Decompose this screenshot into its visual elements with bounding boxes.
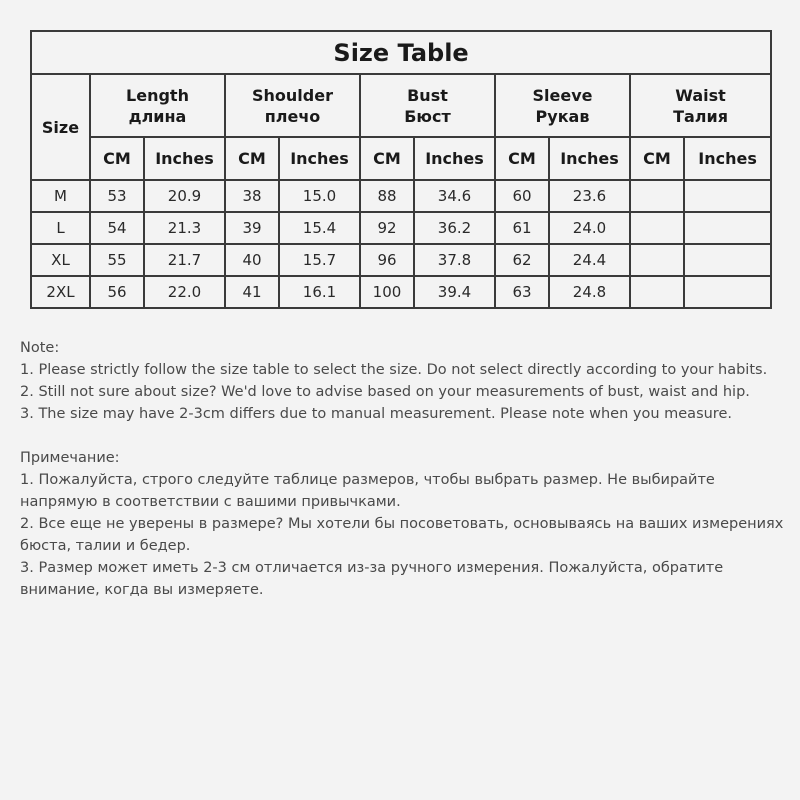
waist-cm-cell [630,180,684,212]
sleeve-cm-cell: 63 [495,276,549,308]
group-header-shoulder [225,74,360,137]
bust-cm-cell: 88 [360,180,414,212]
group-header-length [90,74,225,137]
shoulder-cm-cell: 39 [225,212,279,244]
group-label-en: Shoulder [252,85,333,105]
size-table [30,30,772,309]
group-label-en: Waist [675,85,726,105]
unit-header-cm: CM [225,137,279,180]
note-item: 3. Размер может иметь 2-3 см отличается из-за ручного измерения. Пожалуйста, обратите внимание, когда вы измеряете. [20,560,724,598]
shoulder-cm-cell: 41 [225,276,279,308]
bust-cm-cell: 96 [360,244,414,276]
sleeve-inches-cell: 24.8 [549,276,630,308]
sleeve-cm-cell: 62 [495,244,549,276]
bust-inches-cell: 36.2 [414,212,495,244]
bust-inches-cell: 34.6 [414,180,495,212]
waist-cm-cell [630,212,684,244]
table-title: Size Table [31,31,771,74]
table-row [31,180,771,212]
size-cell: 2XL [31,276,90,308]
length-inches-cell: 21.7 [144,244,225,276]
group-header-waist [630,74,771,137]
group-label-en: Sleeve [532,85,593,105]
note-item: 1. Please strictly follow the size table to select the size. Do not select directly according to your habits. [20,362,768,378]
group-label-ru: длина [128,106,187,126]
table-row [31,212,771,244]
note-item: 2. Still not sure about size? We'd love to advise based on your measurements of bust, waist and hip. [20,384,750,400]
length-inches-cell: 20.9 [144,180,225,212]
length-inches-cell: 22.0 [144,276,225,308]
group-label-en: Bust [407,85,448,105]
sleeve-cm-cell: 60 [495,180,549,212]
group-header-bust [360,74,495,137]
unit-header-cm: CM [360,137,414,180]
group-label-ru: плечо [264,106,321,126]
unit-header-cm: CM [495,137,549,180]
size-cell: XL [31,244,90,276]
shoulder-inches-cell: 15.7 [279,244,360,276]
group-label-ru: Талия [673,106,729,126]
bust-cm-cell: 100 [360,276,414,308]
shoulder-inches-cell: 15.4 [279,212,360,244]
notes-heading: Note: [20,340,60,356]
note-item: 2. Все еще не уверены в размере? Мы хотели бы посоветовать, основываясь на ваших измерениях бюста, талии и бедер. [20,516,784,554]
shoulder-cm-cell: 38 [225,180,279,212]
group-label-en: Length [126,85,189,105]
unit-header-inches: Inches [144,137,225,180]
unit-header-inches: Inches [684,137,771,180]
group-label-ru: Рукав [535,106,590,126]
unit-header-inches: Inches [549,137,630,180]
waist-inches-cell [684,180,771,212]
length-cm-cell: 53 [90,180,144,212]
table-row [31,276,771,308]
bust-inches-cell: 37.8 [414,244,495,276]
size-cell: M [31,180,90,212]
shoulder-cm-cell: 40 [225,244,279,276]
length-cm-cell: 54 [90,212,144,244]
waist-inches-cell [684,276,771,308]
note-item: 1. Пожалуйста, строго следуйте таблице размеров, чтобы выбрать размер. Не выбирайте напрямую в соответствии с вашими привычками. [20,472,715,510]
sleeve-inches-cell: 24.0 [549,212,630,244]
length-inches-cell: 21.3 [144,212,225,244]
waist-cm-cell [630,276,684,308]
unit-header-inches: Inches [279,137,360,180]
notes-english [20,337,790,425]
sleeve-inches-cell: 23.6 [549,180,630,212]
group-header-sleeve [495,74,630,137]
length-cm-cell: 56 [90,276,144,308]
group-label-ru: Бюст [404,106,451,126]
notes-heading: Примечание: [20,450,120,466]
unit-header-cm: CM [630,137,684,180]
shoulder-inches-cell: 15.0 [279,180,360,212]
note-item: 3. The size may have 2-3cm differs due to manual measurement. Please note when you measure. [20,406,732,422]
bust-cm-cell: 92 [360,212,414,244]
waist-cm-cell [630,244,684,276]
waist-inches-cell [684,212,771,244]
waist-inches-cell [684,244,771,276]
table-row [31,244,771,276]
shoulder-inches-cell: 16.1 [279,276,360,308]
size-column-header: Size [31,74,90,180]
unit-header-cm: CM [90,137,144,180]
unit-header-inches: Inches [414,137,495,180]
length-cm-cell: 55 [90,244,144,276]
sleeve-inches-cell: 24.4 [549,244,630,276]
notes-russian [20,447,790,601]
bust-inches-cell: 39.4 [414,276,495,308]
size-cell: L [31,212,90,244]
sleeve-cm-cell: 61 [495,212,549,244]
